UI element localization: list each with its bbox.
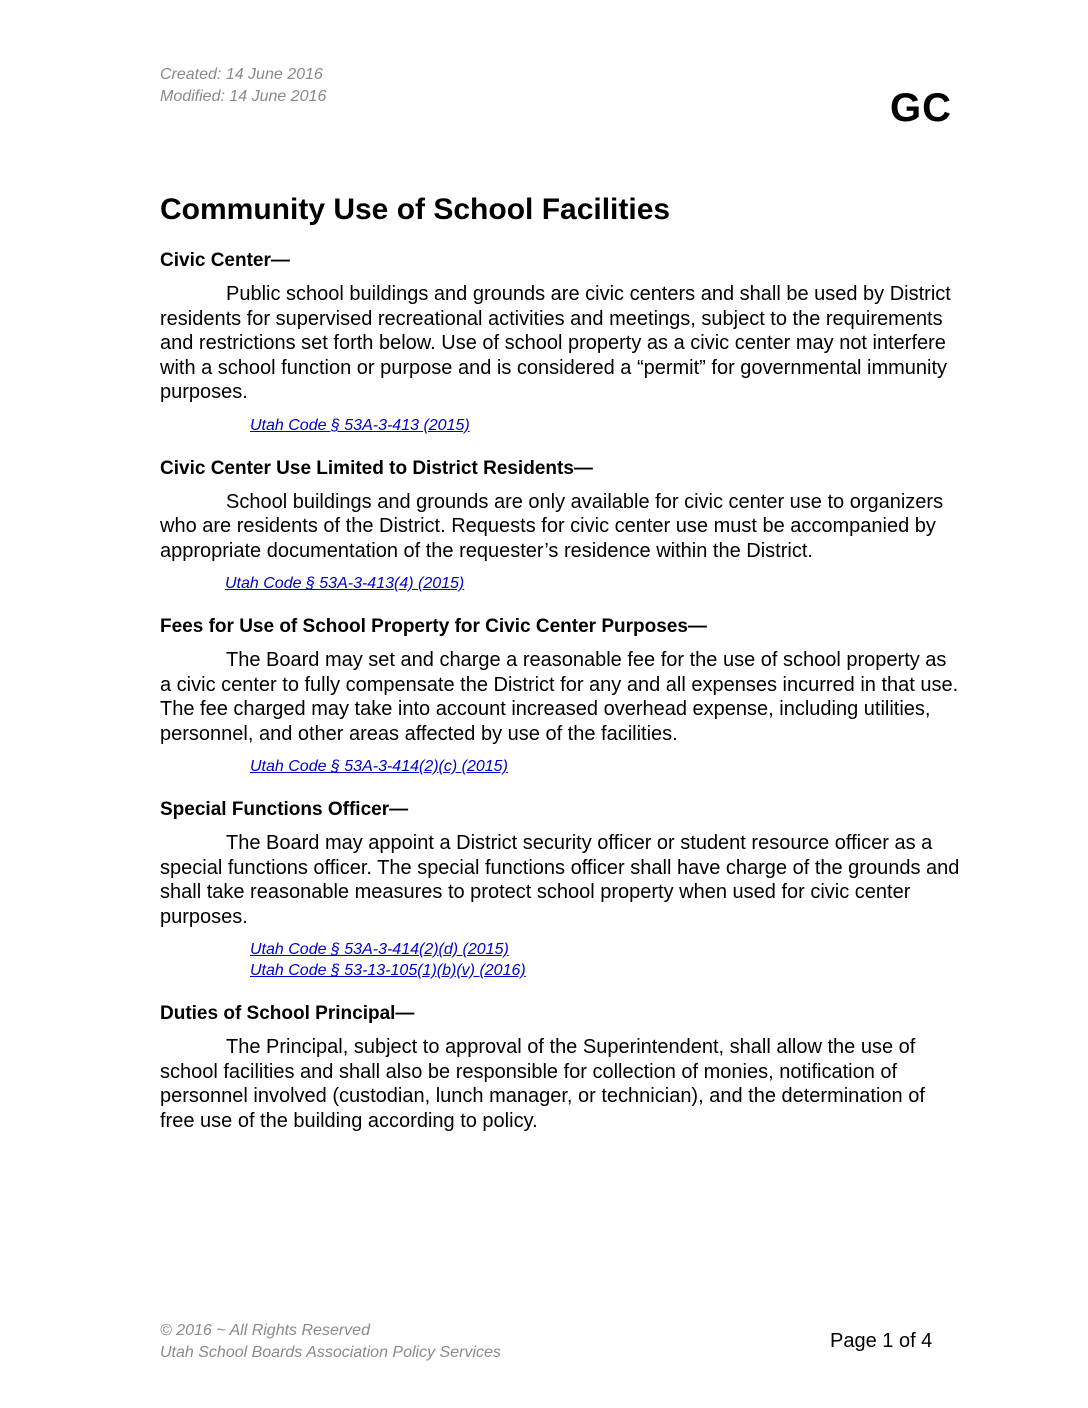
- modified-date: Modified: 14 June 2016: [160, 88, 327, 105]
- created-date: Created: 14 June 2016: [160, 66, 323, 83]
- page-title: Community Use of School Facilities: [160, 193, 671, 226]
- section-civic-center: [160, 248, 960, 436]
- section-heading: Fees for Use of School Property for Civic Center Purposes—: [160, 616, 707, 637]
- publisher-name: Utah School Boards Association Policy Services: [160, 1344, 501, 1361]
- reference-list: [160, 573, 960, 594]
- page-number: Page 1 of 4: [830, 1330, 933, 1352]
- copyright-notice: © 2016 ~ All Rights Reserved: [160, 1322, 370, 1339]
- document-body: [160, 190, 960, 1133]
- reference-list: [160, 939, 960, 981]
- document-dates: [160, 64, 326, 108]
- section-paragraph: School buildings and grounds are only available for civic center use to organizers who are residents of the District. Requests for civic center use must be accompanied by appropriate documentation of the requester’s residence within the District.: [160, 490, 944, 562]
- section-residents-only: [160, 456, 960, 595]
- section-heading: Civic Center—: [160, 250, 290, 271]
- reference-link[interactable]: Utah Code § 53A-3-414(2)(c) (2015): [250, 758, 508, 775]
- section-special-functions-officer: [160, 797, 960, 981]
- section-fees: [160, 614, 960, 777]
- section-paragraph: The Principal, subject to approval of the Superintendent, shall allow the use of school facilities and shall also be responsible for collection of monies, notification of personnel involved (custodian, lunch manager, or technician), and the determination of free use of the building according to policy.: [160, 1036, 925, 1132]
- section-paragraph: Public school buildings and grounds are civic centers and shall be used by District residents for supervised recreational activities and meetings, subject to the requirements and restrictions set forth below. Use of school property as a civic center may not interfere with a school function or purpose and is considered a “permit” for governmental immunity purposes.: [160, 283, 951, 403]
- reference-link[interactable]: Utah Code § 53A-3-413 (2015): [250, 416, 470, 434]
- section-principal-duties: [160, 1001, 960, 1133]
- section-heading: Civic Center Use Limited to District Residents—: [160, 457, 593, 479]
- policy-code: GC: [890, 86, 952, 130]
- reference-list: [160, 415, 960, 436]
- section-paragraph: The Board may set and charge a reasonable fee for the use of school property as a civic center to fully compensate the District for any and all expenses incurred in that use. The fee charged may take into account increased overhead expense, including utilities, personnel, and other areas affected by use of the facilities.: [160, 649, 959, 745]
- section-paragraph: The Board may appoint a District security officer or student resource officer as a special functions officer. The special functions officer shall have charge of the grounds and shall take reasonable measures to protect school property when used for civic center purposes.: [160, 832, 960, 928]
- reference-link[interactable]: Utah Code § 53-13-105(1)(b)(v) (2016): [250, 962, 526, 979]
- reference-link[interactable]: Utah Code § 53A-3-413(4) (2015): [225, 575, 465, 592]
- reference-list: [160, 756, 960, 777]
- reference-link[interactable]: Utah Code § 53A-3-414(2)(d) (2015): [250, 941, 509, 958]
- section-heading: Special Functions Officer—: [160, 799, 409, 820]
- document-footer: [160, 1320, 501, 1364]
- section-heading: Duties of School Principal—: [160, 1003, 415, 1024]
